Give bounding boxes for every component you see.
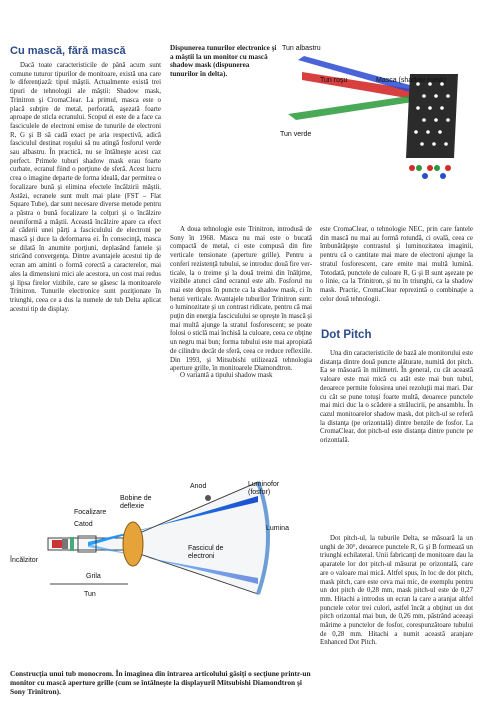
- mask-hole: [438, 130, 442, 134]
- figure1-caption: Dispunerea tunurilor electronice şi a măştii la un monitor cu mască shadow mask (dispunerea tunurilor în delta).: [170, 44, 277, 78]
- label-focusing: Focalizare: [74, 509, 107, 516]
- red-phosphor-dot: [427, 165, 433, 171]
- mask-hole: [426, 130, 430, 134]
- label-beam-line-2: electroni: [188, 553, 215, 560]
- blue-phosphor-dot: [422, 173, 428, 179]
- mask-hole: [434, 94, 438, 98]
- label-deflection-coils: [120, 495, 153, 510]
- label-heater: Încălzitor: [10, 557, 39, 564]
- mask-hole: [446, 94, 450, 98]
- mask-hole: [446, 118, 450, 122]
- mask-hole: [422, 94, 426, 98]
- column-2-text: A doua tehnologie este Trinitron, introdusă de Sony în 1968. Masca nu mai este o bucată compactă de metal, ci este compusă din fire verticale tensionate (aperture grille). Pentru a conferi rezistenţă tubului, se introduc două fire verticale, la o treime şi la două treimi din înălţime, vizibile atunci când ecranul este alb. Fosforul nu mai este depus în puncte ca la shadow mask, ci în benzi verticale. Avantajele tuburilor Trinitron sunt: o luminozitate şi un contrast ridicate, pentru că mai puţin din energia fasciculului se opreşte în mască şi mai multă ajunge la stratul fosforescent; se poate folosi o sticlă mai închisă la culoare, ceea ce obţine un negru mai bun; forma tubului este mai apropiată de cilindru decât de sferă, ceea ce reduce reflexiile. Din 1993, şi Mitsubishi utilizează tehnologia aperture grille, în monitoarele Diamondtron.: [170, 226, 312, 373]
- red-phosphor-dot: [409, 165, 415, 171]
- label-light: Lumina: [266, 525, 289, 532]
- mask-hole: [440, 106, 444, 110]
- deflection-coils: [123, 522, 143, 566]
- shadow-mask: [406, 74, 458, 158]
- label-phosphor-line-2: (fosfor): [248, 489, 271, 496]
- mask-hole: [432, 142, 436, 146]
- green-phosphor-dot: [416, 165, 422, 171]
- label-beam-line-1: Fascicul de: [188, 545, 224, 552]
- label-cathode: Catod: [74, 521, 93, 528]
- heater: [52, 540, 62, 548]
- mask-hole: [420, 142, 424, 146]
- red-phosphor-dot: [445, 165, 451, 171]
- anode: [205, 495, 211, 501]
- column-1-text: Dacă toate caracteristicile de până acum sunt comune tuturor tipurilor de monitoare, există una care le diferenţiază: tipul măştii. Actualmente există trei tipuri de tehnologii ale măştii: Shadow mask, Trinitron şi CromaClear. La primul, masca este o placă subţire de metal, perforată, aşezată foarte aproape de sticla ecranului. Scopul ei este de a face ca fasciculele de electroni emise de tunurile de electroni R, G şi B să cadă exact pe aria respectivă, adică fasciculul destinat roşului să nu atingă fosforul verde sau albastru. În practică, nu se întâlneşte acest caz perfect. Primele tuburi shadow mask erau foarte curbate, ecranul fiind o porţiune de sferă. Acest lucru crea o imagine departe de forma ideală, dar permitea o focalizare bună şi elimina efectele încălzirii măştii. Astăzi, ecranele sunt mult mai plate (FST – Flat Square Tube), dar sunt necesare diverse metode pentru a păstra o bună focalizare la colţuri şi o încălzire neuniformă a măştii. Această încălzire apare ca efect al căderii unei părţi a fasciculului de electroni pe mască şi duce la deformarea ei. În consecinţă, masca se dilată în anumite porţiuni, deplasând fantele şi stricând convergenţa. Dintre avantajele acestui tip de ecran am aminti o formă corectă a caracterelor, mai ales la dimensiuni mici ale acestora, un cost mai redus şi lipsa firelor vizibile, care se găsesc la monitoarele Trinitron. Tunurile electronice sunt poziţionate în triunghi, ceea ce a dus la numele de tub Delta aplicat acestui tip de display.: [10, 62, 161, 313]
- figure2-caption: Construcţia unui tub monocrom. În imaginea din intrarea articolului găsiţi o secţiune printr-un monitor cu mască aperture grille (cum se întâlneşte la displayuril Mitsubishi Diamondtron şi Sony Trinitron).: [10, 669, 311, 696]
- mask-hole: [414, 130, 418, 134]
- label-anode: Anod: [190, 483, 207, 490]
- figure2-crt-diagram: [8, 470, 316, 602]
- figure1-electron-gun-diagram: [278, 40, 478, 200]
- column-3-text: este CromaClear, o tehnologie NEC, prin care fantele din mască nu mai au formă rotundă, ci ovală, ceea ce îmbunătăţeşte contrastul şi luminozitatea imaginii, pentru că o cantitate mai mare de electroni ajunge la stratul fosforescent, care emite mai multă lumină. Totodată, punctele de culoare R, G şi B sunt aşezate pe o linie, ca la Trinitron, şi nu în triunghi, ca la shadow mask. Practic, CromaClear reprezintă o combinaţie a celor două tehnologii.: [320, 226, 473, 303]
- label-deflection-line-1: Bobine de: [120, 495, 152, 502]
- dot-pitch-paragraph-1: Una din caracteristicile de bază ale monitorului este distanţa dintre două puncte alăturate, numită dot pitch. Ea se măsoară în milimetri. În general, cu cât această valoare este mai mică cu atât este mai bun tubul, deoarece permite folosirea unei rezoluţii mai mari. Dar cu cât se pune totuşi foarte multă, deoarece punctele mai mici duc la o scădere a strălucirii, pe ansamblu. În cazul monitoarelor shadow mask, dot pitch-ul se referă la distanţa (pe orizontală) dintre benzile de fosfor. La CromaClear, dot pitch-ul este distanţa dintre puncte pe orizontală.: [320, 350, 473, 445]
- label-green-gun: Tun verde: [280, 131, 312, 138]
- label-shadow-mask: Masca (shadow mask): [376, 77, 447, 84]
- blue-phosphor-dot: [440, 173, 446, 179]
- label-red-gun: Tun roşu: [320, 77, 348, 84]
- mask-hole: [416, 106, 420, 110]
- green-phosphor-dot: [434, 165, 440, 171]
- label-blue-gun: Tun albastru: [282, 45, 321, 52]
- cathode: [62, 539, 68, 549]
- column-2-continuation: O variantă a tipului shadow mask: [180, 372, 273, 379]
- section-title-dot-pitch: Dot Pitch: [321, 329, 372, 341]
- dot-pitch-paragraph-2: Dot pitch-ul, la tuburile Delta, se măsoară la un unghi de 30°, deoarece punctele R, G şi B formează un triunghi echilateral. Unii fabricanţi de monitoare dau la aparatele lor dot pitch-ul măsurat pe orizontală, care are o valoare mai mică. Altfel spus, în loc de dot pitch, mask pitch, care este cevа mai mic, de exemplu pentru un dot pitch de 0,28 mm, mask pitch-ul este de 0,27 mm. Hitachi a introdus un ecran la care a aranjat altfel punctele celor trei culori, astfel încât a obţinut un dot pitch orizontal mai bun, de 0,26 mm, păstrând aceeaşi mărime a punctelor de fosfor, corespunzătoare tubului de 0,28 mm. Hitachi a numit această aranjare Enhanced Dot Pitch.: [320, 535, 473, 647]
- label-gun: Tun: [84, 591, 96, 598]
- mask-hole: [434, 118, 438, 122]
- label-phosphor: [248, 481, 281, 496]
- mask-hole: [428, 106, 432, 110]
- mask-hole: [422, 118, 426, 122]
- grid: [70, 537, 74, 551]
- label-deflection-line-2: deflexie: [120, 503, 145, 510]
- green-beam: [288, 94, 426, 120]
- label-grid: Grila: [86, 573, 101, 580]
- mask-hole: [444, 142, 448, 146]
- section-title-mask: Cu mască, fără mască: [10, 45, 126, 57]
- label-phosphor-line-1: Luminofor: [248, 481, 280, 488]
